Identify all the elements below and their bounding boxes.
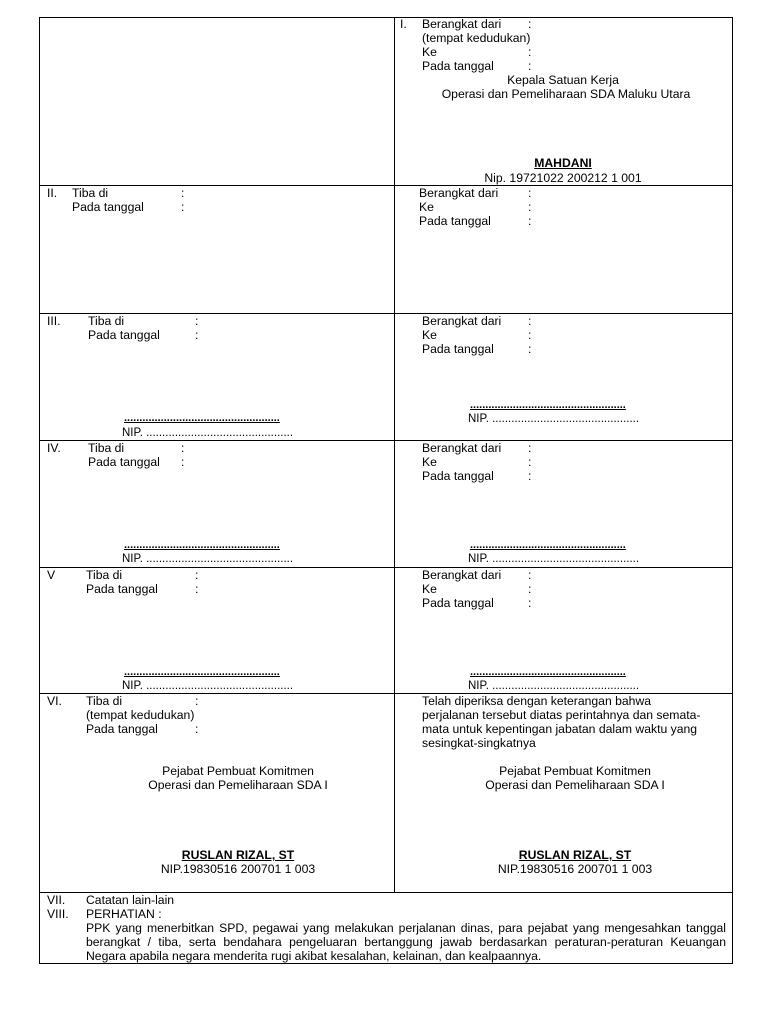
colon: : (528, 469, 532, 483)
colon: : (528, 17, 532, 31)
verification-text-line-1: Telah diperiksa dengan keterangan bahwa (422, 694, 652, 708)
signer-title-2: Operasi dan Pemeliharaan SDA Maluku Utara (441, 87, 691, 101)
label-pada-tanggal: Pada tanggal (419, 214, 491, 228)
verification-text-line-4: sesingkat-singkatnya (422, 736, 536, 750)
attention-label: PERHATIAN : (86, 907, 162, 921)
colon: : (195, 328, 199, 342)
section-number: V (47, 568, 56, 582)
label-tiba-di: Tiba di (86, 568, 123, 582)
colon: : (195, 314, 199, 328)
nip-line: NIP. .............................................. (122, 427, 294, 439)
label-pada-tanggal: Pada tanggal (72, 200, 144, 214)
signature-line: ................................................... (470, 399, 626, 411)
colon: : (528, 582, 532, 596)
colon: : (181, 186, 185, 200)
label-tempat-kedudukan: (tempat kedudukan) (86, 708, 195, 722)
section-number: VII. (47, 893, 66, 907)
label-pada-tanggal: Pada tanggal (422, 469, 494, 483)
colon: : (195, 694, 199, 708)
left-signer-title-1: Pejabat Pembuat Komitmen (162, 764, 314, 778)
label-pada-tanggal: Pada tanggal (422, 596, 494, 610)
colon: : (528, 328, 532, 342)
colon: : (528, 441, 532, 455)
colon: : (528, 59, 532, 73)
label-ke: Ke (422, 455, 437, 469)
right-signer-title-1: Pejabat Pembuat Komitmen (499, 764, 651, 778)
nip-line: NIP. .............................................. (468, 553, 640, 565)
left-signer-title-2: Operasi dan Pemeliharaan SDA I (148, 778, 328, 792)
colon: : (528, 568, 532, 582)
nip-line: NIP. .............................................. (122, 553, 294, 565)
colon: : (528, 200, 532, 214)
section-number: II. (47, 186, 58, 200)
left-signer-name: RUSLAN RIZAL, ST (181, 848, 295, 862)
row-divider-3 (39, 440, 733, 441)
signature-line: ................................................... (470, 666, 626, 678)
label-pada-tanggal: Pada tanggal (422, 59, 494, 73)
label-pada-tanggal: Pada tanggal (422, 342, 494, 356)
colon: : (528, 342, 532, 356)
right-signer-title-2: Operasi dan Pemeliharaan SDA I (485, 778, 665, 792)
signer-name: MAHDANI (534, 156, 592, 170)
right-signer-name: RUSLAN RIZAL, ST (518, 848, 632, 862)
colon: : (528, 455, 532, 469)
verification-text-line-3: mata untuk kepentingan jabatan dalam waktu yang (422, 722, 698, 736)
signature-line: ................................................... (124, 412, 280, 424)
colon: : (528, 596, 532, 610)
signature-line: ................................................... (124, 666, 280, 678)
row-divider-4 (39, 567, 733, 568)
row-divider-2 (39, 313, 733, 314)
table-bottom-border (39, 963, 733, 964)
colon: : (528, 314, 532, 328)
label-tiba-di: Tiba di (72, 186, 109, 200)
colon: : (181, 441, 185, 455)
colon: : (195, 582, 199, 596)
colon: : (528, 214, 532, 228)
section-number: I. (400, 17, 407, 31)
label-pada-tanggal: Pada tanggal (88, 328, 160, 342)
label-berangkat-dari: Berangkat dari (422, 17, 502, 31)
attention-text: PPK yang menerbitkan SPD, pegawai yang melakukan perjalanan dinas, para pejabat yang mengesahkan tanggal berangkat / tiba, serta bendahara pengeluaran bertanggung jawab berdasarkan peraturan-peraturan Keuangan Negara apabila negara menderita rugi akibat kesalahan, kelainan, dan kealpaannya. (86, 921, 726, 963)
label-ke: Ke (419, 200, 434, 214)
signature-line: ................................................... (470, 539, 626, 551)
label-tempat-kedudukan: (tempat kedudukan) (422, 31, 531, 45)
nip-line: NIP. .............................................. (468, 680, 640, 692)
label-berangkat-dari: Berangkat dari (422, 568, 502, 582)
nip-line: NIP. .............................................. (122, 680, 294, 692)
label-pada-tanggal: Pada tanggal (86, 722, 158, 736)
label-tiba-di: Tiba di (88, 441, 125, 455)
label-ke: Ke (422, 328, 437, 342)
signer-title-1: Kepala Satuan Kerja (507, 73, 619, 87)
label-berangkat-dari: Berangkat dari (422, 441, 502, 455)
row-divider-1 (39, 185, 733, 186)
label-tiba-di: Tiba di (86, 694, 123, 708)
label-ke: Ke (422, 45, 437, 59)
label-pada-tanggal: Pada tanggal (86, 582, 158, 596)
label-ke: Ke (422, 582, 437, 596)
section-number: VIII. (47, 907, 69, 921)
signature-line: ................................................... (124, 539, 280, 551)
colon: : (181, 200, 185, 214)
table-right-border (732, 17, 733, 964)
colon: : (195, 568, 199, 582)
colon: : (195, 722, 199, 736)
label-berangkat-dari: Berangkat dari (422, 314, 502, 328)
colon: : (528, 45, 532, 59)
label-pada-tanggal: Pada tanggal (88, 455, 160, 469)
table-top-border (39, 17, 733, 18)
colon: : (181, 455, 185, 469)
section-number: VI. (47, 694, 62, 708)
right-signer-nip: NIP.19830516 200701 1 003 (497, 862, 653, 876)
table-left-border (39, 17, 40, 964)
colon: : (528, 186, 532, 200)
section-number: IV. (47, 441, 61, 455)
section-number: III. (47, 314, 61, 328)
column-divider (394, 17, 395, 893)
label-tiba-di: Tiba di (88, 314, 125, 328)
nip-line: NIP. .............................................. (468, 413, 640, 425)
signer-nip: Nip. 19721022 200212 1 001 (484, 171, 642, 185)
label-berangkat-dari: Berangkat dari (419, 186, 499, 200)
notes-label: Catatan lain-lain (86, 893, 175, 907)
verification-text-line-2: perjalanan tersebut diatas perintahnya dan semata- (422, 708, 701, 722)
left-signer-nip: NIP.19830516 200701 1 003 (160, 862, 316, 876)
